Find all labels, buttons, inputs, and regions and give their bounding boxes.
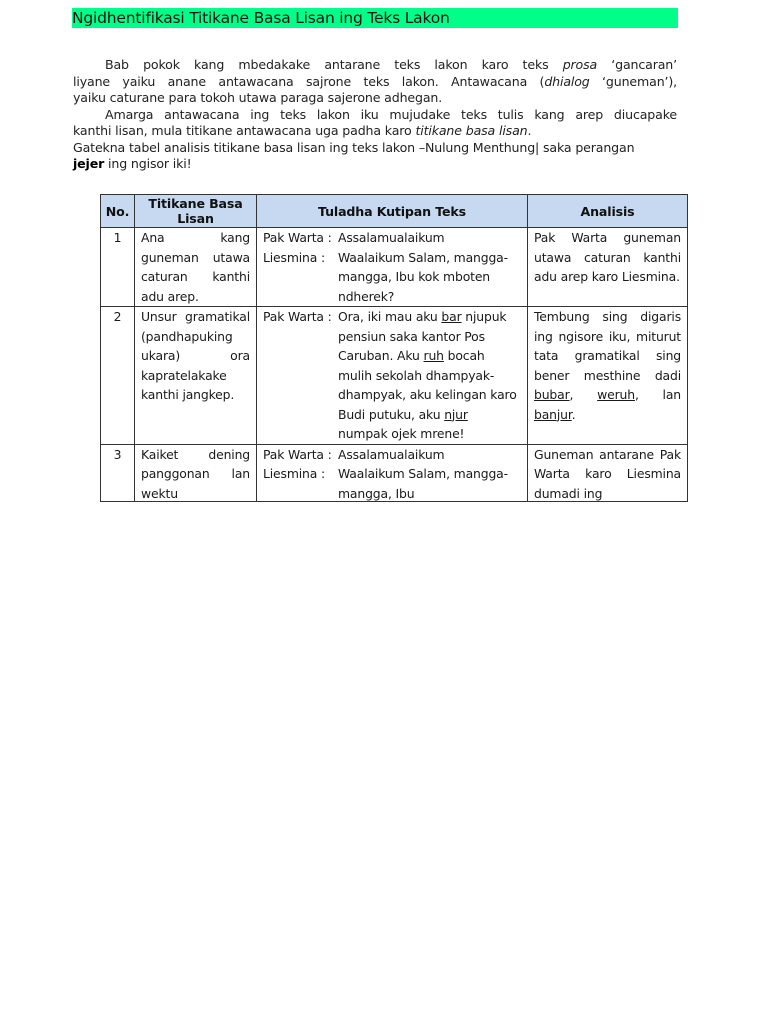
speech-segment: njupuk pensiun saka kantor Pos Caruban. Aku <box>338 309 507 363</box>
term-jejer: jejer <box>73 156 105 171</box>
row-number: 1 <box>101 228 135 307</box>
speaker-label: Liesmina : <box>263 466 325 481</box>
intro-paragraph-2: Amarga antawacana ing teks lakon iku mujudake teks tulis kang arep diucapake <box>105 106 677 122</box>
titikane-cell: Ana kang guneman utawa caturan kanthi adu arep. <box>135 228 257 307</box>
intro-paragraph-1-line-3: yaiku caturane para tokoh utawa paraga sajerone adhegan. <box>73 90 443 105</box>
analisis-cell <box>528 307 688 445</box>
table-row <box>101 228 688 307</box>
term-titikane-basa-lisan: titikane basa lisan <box>415 123 528 138</box>
header-tuladha: Tuladha Kutipan Teks <box>257 195 528 228</box>
speech-segment: numpak ojek mrene! <box>338 426 465 441</box>
speech-text <box>338 307 521 444</box>
underlined-word: njur <box>444 406 468 422</box>
intro-paragraph-2-line-2 <box>73 123 677 140</box>
table-row <box>101 307 688 445</box>
analisis-segment: , lan <box>634 387 681 402</box>
underlined-word: bubar <box>534 387 570 402</box>
intro-paragraph-1 <box>73 57 677 74</box>
speech-text: Assalamualaikum <box>338 230 445 245</box>
kutipan-cell <box>257 307 528 445</box>
intro-paragraph-3-line-2 <box>73 156 677 173</box>
titikane-cell: Unsur gramatikal (pandhapuking ukara) ora kapratelakake kanthi jangkep. <box>135 307 257 445</box>
intro-paragraph-1-line-2 <box>73 74 677 91</box>
underlined-word: bar <box>441 309 462 324</box>
analysis-table <box>100 194 688 502</box>
kutipan-cell <box>257 444 528 501</box>
underlined-word: banjur <box>534 406 572 422</box>
speaker-label: Pak Warta : <box>263 230 332 245</box>
speaker-label: Liesmina : <box>263 249 325 265</box>
term-prosa: prosa <box>562 57 598 72</box>
intro-paragraph-3: Gatekna tabel analisis titikane basa lisan ing teks lakon –Nulung Menthung| saka perangan <box>73 139 635 155</box>
analisis-cell <box>528 444 688 501</box>
underlined-word: weruh <box>597 387 635 402</box>
kutipan-cell <box>257 228 528 307</box>
intro-text-segment: kanthi lisan, mula titikane antawacana uga padha karo <box>73 123 416 138</box>
intro-text-segment: ‘guneman’), <box>589 73 677 89</box>
titikane-cell <box>135 444 257 501</box>
analisis-cell: Pak Warta guneman utawa caturan kanthi adu arep karo Liesmina. <box>528 228 688 307</box>
intro-text-segment: . <box>527 123 532 138</box>
term-dhialog: dhialog <box>544 73 590 89</box>
page-title: Ngidhentifikasi Titikane Basa Lisan ing Teks Lakon <box>72 9 450 27</box>
header-no: No. <box>101 195 135 228</box>
analisis-text: Guneman antarane Pak Warta karo Liesmina dumadi ing <box>534 446 681 501</box>
speech-segment: bocah mulih sekolah dhampyak-dhampyak, aku kelingan karo Budi putuku, aku <box>338 348 517 422</box>
analisis-segment: , <box>569 387 598 402</box>
underlined-word: ruh <box>423 348 444 363</box>
intro-text-segment: ing ngisor iki! <box>104 156 192 171</box>
intro-text <box>73 57 677 173</box>
table-header-row <box>101 195 688 228</box>
row-number: 3 <box>101 444 135 501</box>
table-row <box>101 444 688 501</box>
intro-text-segment: ‘gancaran’ <box>597 57 677 72</box>
header-analisis: Analisis <box>528 195 688 228</box>
analisis-segment: Tembung sing digaris ing ngisore iku, miturut tata gramatikal sing bener mesthine dadi <box>534 309 681 383</box>
speaker-label: Pak Warta : <box>263 446 332 462</box>
intro-text-segment: liyane yaiku anane antawacana sajrone teks lakon. Antawacana ( <box>73 73 545 89</box>
analisis-segment: . <box>571 406 576 422</box>
row-number: 2 <box>101 307 135 445</box>
speaker-label: Pak Warta : <box>263 309 332 324</box>
speech-text: Waalaikum Salam, mangga- mangga, Ibu kok mboten ndherek? <box>338 249 508 304</box>
speech-segment: Ora, iki mau aku <box>338 309 442 324</box>
header-titikane: Titikane Basa Lisan <box>135 195 257 228</box>
titikane-text: Kaiket dening panggonan lan wektu <box>141 446 250 501</box>
speech-text: Assalamualaikum <box>338 446 445 462</box>
intro-text-segment: Bab pokok kang mbedakake antarane teks lakon karo teks <box>105 57 563 72</box>
speech-text: Waalaikum Salam, mangga- mangga, Ibu <box>338 466 508 501</box>
